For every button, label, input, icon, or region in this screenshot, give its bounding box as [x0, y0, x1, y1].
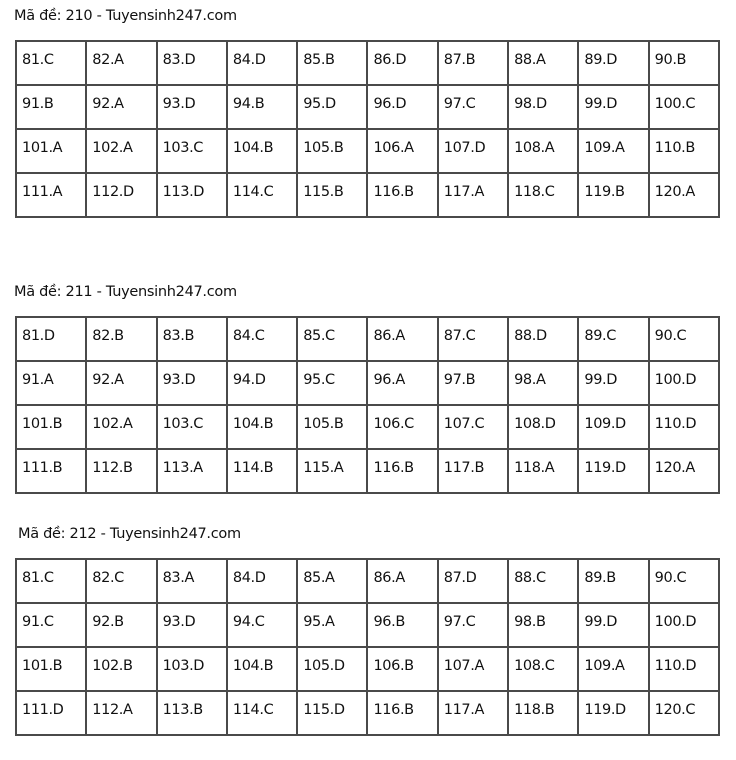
answer-cell — [578, 129, 648, 173]
answer-text: 90.C — [654, 328, 687, 344]
answer-cell — [438, 41, 508, 85]
answer-cell — [649, 129, 719, 173]
answer-cell — [297, 173, 367, 217]
answer-table — [15, 316, 720, 494]
answer-cell — [16, 405, 86, 449]
answer-text: 81.C — [22, 570, 54, 586]
table-row — [16, 603, 719, 647]
section-title: Mã đề: 212 - Tuyensinh247.com — [18, 526, 241, 542]
answer-text: 119.D — [584, 460, 626, 476]
answer-cell — [157, 317, 227, 361]
answer-cell — [297, 559, 367, 603]
answer-cell — [157, 559, 227, 603]
answer-cell — [367, 559, 437, 603]
answer-cell — [227, 173, 297, 217]
answer-text: 110.D — [654, 658, 697, 674]
answer-cell — [508, 559, 578, 603]
answer-cell — [578, 603, 648, 647]
answer-cell — [508, 691, 578, 735]
answer-cell — [367, 405, 437, 449]
answer-cell — [297, 129, 367, 173]
answer-cell — [157, 85, 227, 129]
table-row — [16, 41, 719, 85]
answer-cell — [649, 405, 719, 449]
answer-cell — [157, 449, 227, 493]
table-row — [16, 647, 719, 691]
answer-cell — [578, 317, 648, 361]
answer-cell — [508, 405, 578, 449]
answer-text: 112.A — [92, 702, 133, 718]
answer-cell — [86, 405, 156, 449]
answer-cell — [438, 449, 508, 493]
answer-cell — [227, 317, 297, 361]
answer-text: 96.D — [373, 96, 407, 112]
answer-text: 81.C — [22, 52, 54, 68]
answer-text: 98.A — [514, 372, 546, 388]
answer-cell — [649, 361, 719, 405]
answer-cell — [227, 559, 297, 603]
answer-text: 111.D — [22, 702, 64, 718]
answer-cell — [438, 173, 508, 217]
answer-cell — [508, 173, 578, 217]
answer-text: 82.A — [92, 52, 124, 68]
answer-text: 98.D — [514, 96, 547, 112]
answer-cell — [649, 449, 719, 493]
answer-cell — [86, 41, 156, 85]
answer-text: 96.A — [373, 372, 405, 388]
answer-text: 92.A — [92, 372, 124, 388]
answer-text: 100.D — [654, 372, 697, 388]
answer-text: 101.B — [22, 416, 63, 432]
answer-cell — [649, 559, 719, 603]
answer-text: 94.B — [232, 96, 265, 112]
answer-text: 100.C — [654, 96, 696, 112]
answer-text: 109.A — [584, 140, 625, 156]
answer-cell — [578, 173, 648, 217]
answer-cell — [297, 41, 367, 85]
answer-text: 91.C — [22, 614, 54, 630]
answer-text: 82.B — [92, 328, 124, 344]
answer-cell — [508, 85, 578, 129]
answer-text: 102.A — [92, 140, 133, 156]
answer-text: 106.B — [373, 658, 414, 674]
answer-cell — [297, 691, 367, 735]
answer-cell — [367, 173, 437, 217]
answer-text: 85.C — [303, 328, 335, 344]
answer-text: 86.A — [373, 570, 405, 586]
answer-text: 86.A — [373, 328, 405, 344]
answer-text: 88.C — [514, 570, 546, 586]
answer-cell — [367, 41, 437, 85]
answer-text: 98.B — [514, 614, 546, 630]
answer-cell — [86, 129, 156, 173]
answer-cell — [157, 361, 227, 405]
answer-text: 91.A — [22, 372, 54, 388]
answer-cell — [508, 361, 578, 405]
answer-cell — [16, 173, 86, 217]
answer-text: 120.C — [654, 702, 696, 718]
answer-cell — [16, 317, 86, 361]
table-row — [16, 559, 719, 603]
answer-cell — [508, 603, 578, 647]
answer-cell — [508, 449, 578, 493]
answer-cell — [16, 129, 86, 173]
answer-cell — [16, 449, 86, 493]
answer-cell — [438, 559, 508, 603]
answer-text: 116.B — [373, 460, 414, 476]
answer-cell — [649, 603, 719, 647]
answer-text: 97.C — [443, 96, 476, 112]
answer-cell — [86, 559, 156, 603]
answer-cell — [367, 449, 437, 493]
answer-text: 117.B — [443, 460, 485, 476]
answer-text: 108.C — [514, 658, 555, 674]
answer-text: 119.D — [584, 702, 626, 718]
answer-cell — [227, 85, 297, 129]
answer-text: 100.D — [654, 614, 697, 630]
answer-text: 102.B — [92, 658, 133, 674]
answer-cell — [157, 603, 227, 647]
answer-text: 119.B — [584, 184, 625, 200]
answer-text: 117.A — [443, 702, 484, 718]
answer-text: 99.D — [584, 614, 618, 630]
answer-text: 93.D — [162, 614, 196, 630]
answer-cell — [578, 449, 648, 493]
answer-cell — [649, 647, 719, 691]
answer-text: 88.A — [514, 52, 546, 68]
answer-cell — [227, 691, 297, 735]
answer-text: 108.D — [514, 416, 556, 432]
answer-text: 113.B — [162, 702, 203, 718]
answer-text: 110.D — [654, 416, 697, 432]
answer-cell — [297, 647, 367, 691]
answer-text: 113.A — [162, 460, 203, 476]
answer-text: 83.D — [162, 52, 196, 68]
answer-table — [15, 558, 720, 736]
answer-cell — [508, 41, 578, 85]
answer-cell — [227, 129, 297, 173]
answer-cell — [367, 647, 437, 691]
answer-cell — [578, 559, 648, 603]
answer-text: 115.D — [303, 702, 345, 718]
answer-text: 110.B — [654, 140, 695, 156]
answer-cell — [438, 691, 508, 735]
answer-cell — [508, 129, 578, 173]
answer-cell — [438, 603, 508, 647]
answer-text: 112.B — [92, 460, 133, 476]
answer-cell — [157, 647, 227, 691]
answer-text: 105.D — [303, 658, 345, 674]
answer-text: 107.D — [443, 140, 486, 156]
answer-cell — [297, 317, 367, 361]
answer-text: 82.C — [92, 570, 124, 586]
answer-cell — [227, 449, 297, 493]
answer-cell — [157, 691, 227, 735]
answer-text: 116.B — [373, 184, 414, 200]
table-row — [16, 173, 719, 217]
answer-text: 92.B — [92, 614, 124, 630]
answer-cell — [86, 173, 156, 217]
answer-text: 96.B — [373, 614, 405, 630]
answer-cell — [297, 85, 367, 129]
answer-text: 83.B — [162, 328, 195, 344]
answer-text: 109.D — [584, 416, 626, 432]
table-row — [16, 361, 719, 405]
answer-cell — [578, 41, 648, 85]
answer-text: 114.C — [232, 702, 274, 718]
answer-text: 103.D — [162, 658, 205, 674]
answer-text: 87.B — [443, 52, 476, 68]
answer-text: 103.C — [162, 140, 204, 156]
answer-text: 115.A — [303, 460, 344, 476]
answer-cell — [578, 361, 648, 405]
answer-text: 81.D — [22, 328, 55, 344]
answer-cell — [649, 85, 719, 129]
answer-cell — [227, 603, 297, 647]
answer-text: 112.D — [92, 184, 134, 200]
answer-text: 99.D — [584, 96, 618, 112]
answer-cell — [438, 129, 508, 173]
answer-cell — [578, 405, 648, 449]
answer-text: 85.B — [303, 52, 335, 68]
answer-cell — [227, 405, 297, 449]
answer-cell — [86, 603, 156, 647]
answer-cell — [297, 449, 367, 493]
answer-cell — [86, 691, 156, 735]
table-row — [16, 405, 719, 449]
answer-cell — [297, 361, 367, 405]
table-row — [16, 691, 719, 735]
answer-cell — [16, 361, 86, 405]
answer-text: 89.C — [584, 328, 616, 344]
answer-text: 118.B — [514, 702, 555, 718]
answer-cell — [367, 129, 437, 173]
answer-text: 106.A — [373, 140, 414, 156]
answer-cell — [16, 85, 86, 129]
answer-text: 83.A — [162, 570, 194, 586]
answer-cell — [438, 647, 508, 691]
table-row — [16, 129, 719, 173]
answer-text: 88.D — [514, 328, 547, 344]
table-row — [16, 449, 719, 493]
answer-text: 92.A — [92, 96, 124, 112]
answer-text: 107.A — [443, 658, 484, 674]
answer-text: 84.C — [232, 328, 265, 344]
section-title: Mã đề: 211 - Tuyensinh247.com — [14, 284, 237, 300]
answer-text: 102.A — [92, 416, 133, 432]
answer-text: 117.A — [443, 184, 484, 200]
answer-text: 101.B — [22, 658, 63, 674]
answer-cell — [86, 449, 156, 493]
answer-cell — [157, 41, 227, 85]
answer-text: 104.B — [232, 416, 274, 432]
answer-cell — [227, 647, 297, 691]
answer-text: 114.B — [232, 460, 274, 476]
answer-cell — [86, 317, 156, 361]
answer-cell — [16, 559, 86, 603]
answer-cell — [508, 647, 578, 691]
answer-text: 90.B — [654, 52, 687, 68]
answer-cell — [649, 691, 719, 735]
answer-cell — [438, 361, 508, 405]
answer-cell — [649, 173, 719, 217]
table-row — [16, 85, 719, 129]
answer-text: 118.A — [514, 460, 555, 476]
answer-text: 93.D — [162, 96, 196, 112]
answer-text: 91.B — [22, 96, 54, 112]
answer-text: 109.A — [584, 658, 625, 674]
answer-text: 97.C — [443, 614, 476, 630]
answer-text: 105.B — [303, 140, 344, 156]
answer-cell — [297, 603, 367, 647]
answer-cell — [227, 361, 297, 405]
answer-text: 114.C — [232, 184, 274, 200]
answer-text: 107.C — [443, 416, 485, 432]
answer-text: 120.A — [654, 184, 695, 200]
answer-cell — [578, 647, 648, 691]
answer-cell — [297, 405, 367, 449]
answer-text: 87.C — [443, 328, 476, 344]
answer-text: 97.B — [443, 372, 476, 388]
answer-cell — [508, 317, 578, 361]
answer-cell — [367, 317, 437, 361]
answer-cell — [438, 85, 508, 129]
answer-cell — [649, 41, 719, 85]
answer-text: 95.C — [303, 372, 335, 388]
answer-text: 84.D — [232, 52, 266, 68]
answer-cell — [86, 647, 156, 691]
answer-text: 116.B — [373, 702, 414, 718]
answer-text: 87.D — [443, 570, 477, 586]
answer-text: 90.C — [654, 570, 687, 586]
answer-text: 104.B — [232, 658, 274, 674]
answer-text: 118.C — [514, 184, 555, 200]
answer-text: 120.A — [654, 460, 695, 476]
answer-text: 108.A — [514, 140, 555, 156]
answer-text: 89.B — [584, 570, 616, 586]
answer-cell — [438, 317, 508, 361]
answer-text: 85.A — [303, 570, 335, 586]
answer-cell — [578, 85, 648, 129]
answer-text: 94.D — [232, 372, 266, 388]
answer-cell — [227, 41, 297, 85]
answer-text: 86.D — [373, 52, 407, 68]
answer-text: 101.A — [22, 140, 63, 156]
answer-cell — [367, 691, 437, 735]
answer-text: 95.A — [303, 614, 335, 630]
answer-cell — [157, 405, 227, 449]
answer-text: 111.A — [22, 184, 63, 200]
answer-text: 113.D — [162, 184, 205, 200]
answer-text: 95.D — [303, 96, 336, 112]
answer-cell — [16, 603, 86, 647]
answer-text: 94.C — [232, 614, 265, 630]
answer-text: 106.C — [373, 416, 414, 432]
answer-cell — [16, 647, 86, 691]
answer-table — [15, 40, 720, 218]
table-row — [16, 317, 719, 361]
answer-cell — [157, 129, 227, 173]
answer-cell — [157, 173, 227, 217]
answer-text: 103.C — [162, 416, 204, 432]
answer-cell — [86, 361, 156, 405]
answer-cell — [16, 691, 86, 735]
answer-cell — [16, 41, 86, 85]
answer-cell — [367, 361, 437, 405]
section-title: Mã đề: 210 - Tuyensinh247.com — [14, 8, 237, 24]
answer-cell — [438, 405, 508, 449]
answer-text: 115.B — [303, 184, 344, 200]
answer-cell — [367, 85, 437, 129]
answer-text: 104.B — [232, 140, 274, 156]
answer-text: 105.B — [303, 416, 344, 432]
answer-text: 111.B — [22, 460, 63, 476]
answer-text: 84.D — [232, 570, 266, 586]
answer-cell — [649, 317, 719, 361]
answer-text: 89.D — [584, 52, 618, 68]
answer-text: 93.D — [162, 372, 196, 388]
answer-cell — [86, 85, 156, 129]
answer-text: 99.D — [584, 372, 618, 388]
answer-cell — [367, 603, 437, 647]
answer-cell — [578, 691, 648, 735]
